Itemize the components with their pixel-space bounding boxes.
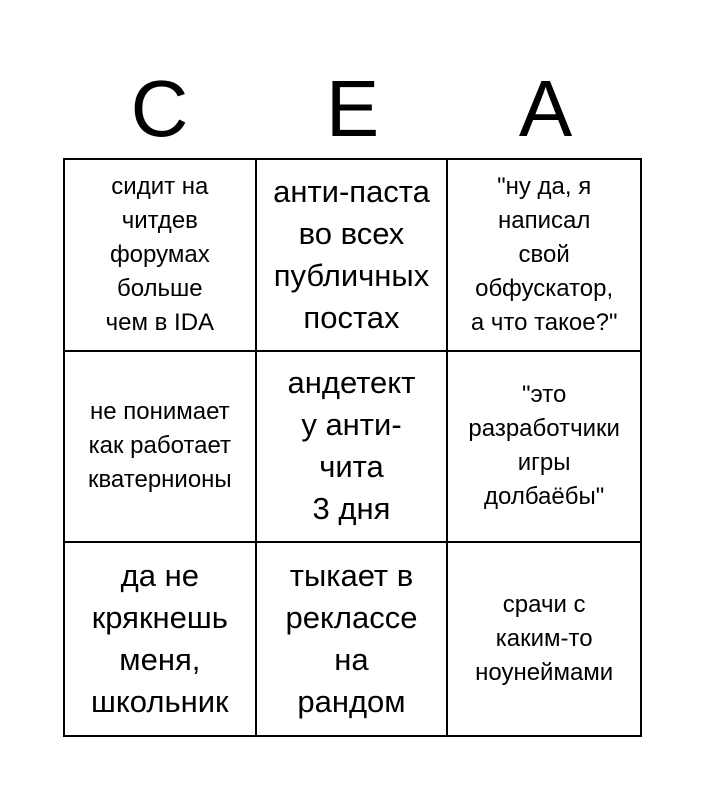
bingo-cell-text: не понимает как работает кватернионы (87, 398, 232, 494)
bingo-cell-text: "ну да, я написал свой обфускатор, а что такое?" (470, 172, 618, 336)
bingo-cell[interactable] (257, 352, 449, 544)
bingo-cell-text: да не крякнешь меня, школьник (91, 558, 229, 720)
bingo-cell-text: сидит на читдев форумах больше чем в IDA (105, 172, 215, 336)
bingo-cell[interactable] (65, 160, 257, 352)
bingo-cell-text: "это разработчики игры долбаёбы" (468, 381, 620, 511)
bingo-cell-text: тыкает в реклассе на рандом (285, 558, 418, 720)
header-letter-2: Е (325, 64, 380, 153)
bingo-grid (63, 158, 642, 737)
bingo-cell-text: анти-паста во всех публичных постах (273, 173, 430, 335)
bingo-cell[interactable] (257, 160, 449, 352)
bingo-cell[interactable] (448, 543, 640, 735)
bingo-cell-text: андетект у анти- чита 3 дня (287, 365, 416, 527)
bingo-header (63, 60, 642, 158)
bingo-cell[interactable] (65, 352, 257, 544)
bingo-cell[interactable] (448, 352, 640, 544)
header-letter-3: А (518, 64, 573, 153)
bingo-cell[interactable] (448, 160, 640, 352)
bingo-cell-text: срачи с каким-то ноунеймами (475, 591, 614, 687)
bingo-cell[interactable] (257, 543, 449, 735)
bingo-cell[interactable] (65, 543, 257, 735)
header-letter-1: С (130, 64, 189, 153)
